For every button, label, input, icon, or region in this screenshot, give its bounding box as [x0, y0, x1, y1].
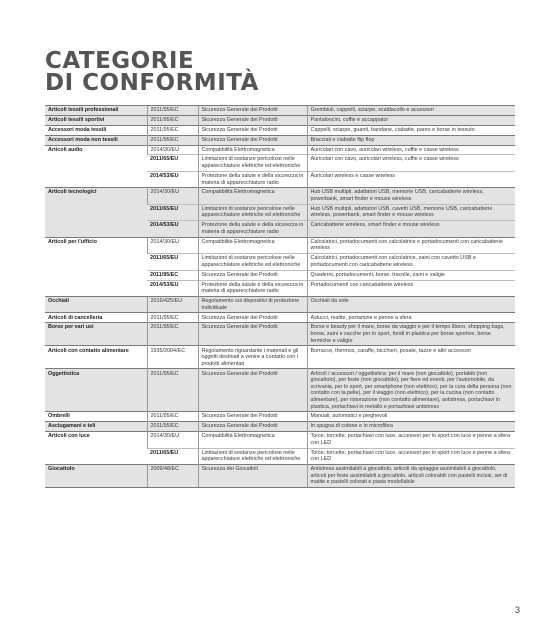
table-row [45, 145, 515, 155]
description-cell: Regolamento riguardante i materiali e gli oggetti destinati a venire a contatto con i prodotti alimentari [198, 346, 307, 369]
description-cell: Sicurezza Generale dei Prodotti [198, 313, 307, 323]
norm-cell: 2011/95/EC [147, 412, 198, 422]
norm-cell: 2014/30/EU [147, 237, 198, 253]
products-cell: Astucci, matite, portamine e penne a sfera [307, 313, 515, 323]
norm-cell: 2011/95/EC [147, 135, 198, 145]
products-cell: Grembiuli, cappelli, sciarpe, scaldacollo e accessori [307, 106, 515, 116]
table-row [45, 237, 515, 253]
description-cell: Sicurezza Generale dei Prodotti [198, 115, 307, 125]
table-row [45, 188, 515, 204]
description-cell: Protezione della salute e della sicurezza in materia di apparecchiature radio [198, 280, 307, 296]
category-cell: Articoli audio [45, 145, 147, 188]
table-row [45, 422, 515, 432]
products-cell: Hub USB multipli, adattatori USB, cavetti USB, memorie USB, caricabatterie wireless, powerbank, smart finder e mouse wireless [307, 204, 515, 220]
table-row [45, 135, 515, 145]
norm-cell: 2014/53/EU [147, 221, 198, 237]
norm-cell: 2014/30/EU [147, 145, 198, 155]
description-cell: Compatibilità Elettromagnetica [198, 188, 307, 204]
products-cell: Torce, torcette, portachiavi con luce, accessori per lo sport con luce e penne a sfera con LED [307, 448, 515, 464]
table-row [45, 346, 515, 369]
products-cell: Occhiali da sole [307, 297, 515, 313]
products-cell: Articoli / accessori / oggettistica: per il mare (non giocattolo), portabiti (non giocattolo), per feste (non giocattolo), per fiere ed eventi, per l'automobile, da scrivania, per lo sport, per smartphone (non elettrico), per la cura della persona (non contatto con la pelle), per il viaggio (non elettrico), per la cucina (non contatto alimentare), per ristorazione (non contatto alimentare), antistress, portachiavi in plastica, portachiavi in metallo e portachiavi antistress [307, 369, 515, 412]
description-cell: Compatibilità Elettromagnetica [198, 145, 307, 155]
table-row [45, 297, 515, 313]
table-row [45, 106, 515, 116]
category-cell: Accessori moda tessili [45, 125, 147, 135]
category-cell: Articoli di cancelleria [45, 313, 147, 323]
description-cell: Sicurezza Generale dei Prodotti [198, 125, 307, 135]
description-cell: Sicurezza Generale dei Prodotti [198, 369, 307, 412]
products-cell: Hub USB multipli, adattatori USB, memorie USB, caricabatterie wireless, powerbank, smart finder e mouse wireless [307, 188, 515, 204]
conformity-table [45, 105, 515, 488]
table-row [45, 125, 515, 135]
products-cell: Torce, torcette, portachiavi con luce, accessori per lo sport con luce e penne a sfera con LED [307, 432, 515, 448]
description-cell: Sicurezza Generale dei Prodotti [198, 422, 307, 432]
products-cell: Quaderni, portadocumenti, borse, tracolle, zaini e valigie [307, 270, 515, 280]
norm-cell: 2011/65/EU [147, 204, 198, 220]
description-cell: Limitazioni di sostanze pericolose nelle apparecchiature elettriche ed elettroniche [198, 204, 307, 220]
norm-cell: 2014/53/EU [147, 171, 198, 187]
norm-cell: 2011/95/EC [147, 323, 198, 346]
description-cell: Limitazioni di sostanze pericolose nelle apparecchiature elettriche ed elettroniche [198, 448, 307, 464]
products-cell: Antistress assimilabili a giocattolo, articoli da spiaggia assimilabili a giocattolo, articoli per feste assimilabili a giocattolo, articoli colorabili con pastelli inclusi, set di matite e pastelli colorati e pasta modellabile [307, 465, 515, 488]
norm-cell: 2011/95/EC [147, 115, 198, 125]
norm-cell: 2014/53/EU [147, 280, 198, 296]
description-cell: Compatibilità Elettromagnetica [198, 432, 307, 448]
description-cell: Sicurezza Generale dei Prodotti [198, 106, 307, 116]
table-row [45, 115, 515, 125]
category-cell: Occhiali [45, 297, 147, 313]
category-cell: Accessori moda non tessili [45, 135, 147, 145]
norm-cell: 2011/95/EC [147, 422, 198, 432]
norm-cell: 2011/65/EU [147, 155, 198, 171]
category-cell: Asciugamani e teli [45, 422, 147, 432]
description-cell: Compatibilità Elettromagnetica [198, 237, 307, 253]
products-cell: Calcolatrici, portadocumenti con calcolatrice e portadocumenti con caricabatterie wireless [307, 237, 515, 253]
page-number: 3 [514, 605, 520, 615]
category-cell: Articoli tecnologici [45, 188, 147, 237]
category-cell: Ombrelli [45, 412, 147, 422]
norm-cell: 2011/65/EU [147, 254, 198, 270]
norm-cell: 2009/48/EC [147, 465, 198, 488]
products-cell: Auricolari con cavo, auricolari wireless, cuffie e casse wireless [307, 155, 515, 171]
category-cell: Articoli tessili professionali [45, 106, 147, 116]
products-cell: Borse e beauty per il mare, borse da viaggio e per il tempo libero, shopping bags, borse, zaini e sacche per lo sport, fondi in plastica per borse sportive, borse termiche e valigie [307, 323, 515, 346]
products-cell: Caricabatterie wireless, smart finder e mouse wireless [307, 221, 515, 237]
table-row [45, 432, 515, 448]
norm-cell: 2011/95/EC [147, 369, 198, 412]
description-cell: Protezione della salute e della sicurezza in materia di apparecchiature radio [198, 221, 307, 237]
description-cell: Regolamento sui dispositivi di protezione individuale [198, 297, 307, 313]
description-cell: Limitazioni di sostanze pericolose nelle apparecchiature elettriche ed elettroniche [198, 155, 307, 171]
products-cell: Pantaloncini, cuffie e accappatoi [307, 115, 515, 125]
products-cell: Manuali, automatici e pieghevoli [307, 412, 515, 422]
description-cell: Sicurezza Generale dei Prodotti [198, 270, 307, 280]
norm-cell: 2011/95/EC [147, 313, 198, 323]
table-row [45, 412, 515, 422]
norm-cell: 2014/30/EU [147, 432, 198, 448]
norm-cell: 1935/2004/EC [147, 346, 198, 369]
norm-cell: 2011/95/EC [147, 106, 198, 116]
description-cell: Sicurezza dei Giocattoli [198, 465, 307, 488]
conformity-table-body [45, 106, 515, 488]
products-cell: Calcolatrici, portadocumenti con calcolatrice, zaini con cavetto USB e portadocumenti con caricabatterie wireless [307, 254, 515, 270]
page-title [45, 50, 259, 94]
page-title-line-2: DI CONFORMITÀ [45, 70, 259, 96]
table-row [45, 323, 515, 346]
products-cell: In spugna di cotone e in microfibra [307, 422, 515, 432]
description-cell: Protezione della salute e della sicurezza in materia di apparecchiature radio [198, 171, 307, 187]
norm-cell: 2016/425/EU [147, 297, 198, 313]
category-cell: Oggettistica [45, 369, 147, 412]
norm-cell: 2011/95/EC [147, 270, 198, 280]
table-row [45, 313, 515, 323]
norm-cell: 2014/30/EU [147, 188, 198, 204]
category-cell: Articoli con contatto alimentare [45, 346, 147, 369]
products-cell: Bracciali e ciabatte flip flop [307, 135, 515, 145]
norm-cell: 2011/65/EU [147, 448, 198, 464]
category-cell: Articoli con luce [45, 432, 147, 465]
category-cell: Borse per vari usi [45, 323, 147, 346]
products-cell: Cappelli, sciarpe, guanti, bandane, ciabatte, pareo e borse in tessuto [307, 125, 515, 135]
products-cell: Borracce, thermos, caraffe, bicchieri, posate, tazze e altri accessori [307, 346, 515, 369]
category-cell: Articoli tessili sportivi [45, 115, 147, 125]
description-cell: Sicurezza Generale dei Prodotti [198, 135, 307, 145]
table-row [45, 465, 515, 488]
description-cell: Limitazioni di sostanze pericolose nelle apparecchiature elettriche ed elettroniche [198, 254, 307, 270]
category-cell: Articoli per l'ufficio [45, 237, 147, 296]
description-cell: Sicurezza Generale dei Prodotti [198, 412, 307, 422]
table-row [45, 369, 515, 412]
norm-cell: 2011/95/EC [147, 125, 198, 135]
page-title-line-1: CATEGORIE [45, 48, 195, 74]
description-cell: Sicurezza Generale dei Prodotti [198, 323, 307, 346]
products-cell: Auricolari con cavo, auricolari wireless, cuffie e casse wireless [307, 145, 515, 155]
products-cell: Auricolari wireless e casse wireless [307, 171, 515, 187]
products-cell: Portadocumenti con caricabatterie wireless [307, 280, 515, 296]
category-cell: Giocattolo [45, 465, 147, 488]
